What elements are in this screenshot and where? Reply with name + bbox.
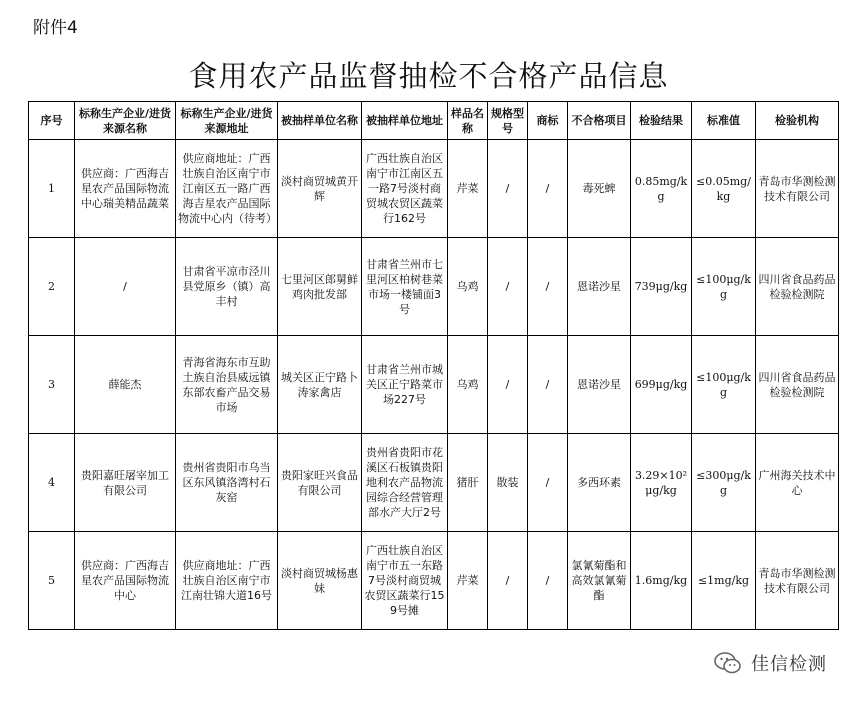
cell-spec-model: / [488, 532, 528, 630]
cell-spec-model: / [488, 238, 528, 336]
cell-seq: 1 [29, 140, 75, 238]
header-seq: 序号 [29, 102, 75, 140]
wechat-icon [713, 651, 743, 675]
header-failed-item: 不合格项目 [568, 102, 631, 140]
wechat-watermark [713, 650, 827, 676]
cell-trademark: / [528, 532, 568, 630]
cell-standard-value: ≤100μg/kg [692, 238, 756, 336]
cell-producer-name: 供应商：广西海吉星农产品国际物流中心 [75, 532, 176, 630]
cell-producer-address: 供应商地址：广西壮族自治区南宁市江南壮锦大道16号 [176, 532, 278, 630]
header-spec-model: 规格型号 [488, 102, 528, 140]
cell-seq: 4 [29, 434, 75, 532]
cell-producer-name: / [75, 238, 176, 336]
cell-test-agency: 广州海关技术中心 [756, 434, 839, 532]
header-sampled-unit-name: 被抽样单位名称 [278, 102, 362, 140]
header-test-result: 检验结果 [631, 102, 692, 140]
cell-spec-model: / [488, 140, 528, 238]
cell-sample-name: 芹菜 [448, 140, 488, 238]
cell-sampled-unit-name: 淡村商贸城黄开辉 [278, 140, 362, 238]
document-title: 食用农产品监督抽检不合格产品信息 [188, 59, 669, 93]
cell-trademark: / [528, 434, 568, 532]
cell-trademark: / [528, 140, 568, 238]
cell-seq: 3 [29, 336, 75, 434]
cell-seq: 2 [29, 238, 75, 336]
cell-sampled-unit-name: 淡村商贸城杨惠妹 [278, 532, 362, 630]
cell-test-result: 739μg/kg [631, 238, 692, 336]
cell-test-result: 699μg/kg [631, 336, 692, 434]
cell-sample-name: 乌鸡 [448, 238, 488, 336]
cell-producer-address: 甘肃省平凉市泾川县党原乡（镇）高丰村 [176, 238, 278, 336]
cell-sampled-unit-address: 甘肃省兰州市七里河区柏树巷菜市场一楼铺面3号 [362, 238, 448, 336]
table-row [29, 532, 839, 630]
cell-test-result: 3.29×10²μg/kg [631, 434, 692, 532]
attachment-label: 附件4 [33, 18, 78, 38]
cell-sample-name: 乌鸡 [448, 336, 488, 434]
cell-failed-item: 多西环素 [568, 434, 631, 532]
header-producer-name: 标称生产企业/进货来源名称 [75, 102, 176, 140]
table-row [29, 140, 839, 238]
cell-spec-model: / [488, 336, 528, 434]
cell-test-result: 0.85mg/kg [631, 140, 692, 238]
cell-producer-address: 供应商地址：广西壮族自治区南宁市江南区五一路广西海吉星农产品国际物流中心内（待考） [176, 140, 278, 238]
cell-producer-address: 贵州省贵阳市乌当区东风镇洛湾村石灰窑 [176, 434, 278, 532]
cell-sampled-unit-address: 广西壮族自治区南宁市江南区五一路7号淡村商贸城农贸区蔬菜行162号 [362, 140, 448, 238]
header-sampled-unit-address: 被抽样单位地址 [362, 102, 448, 140]
cell-sampled-unit-address: 贵州省贵阳市花溪区石板镇贵阳地利农产品物流园综合经营管理部水产大厅2号 [362, 434, 448, 532]
header-trademark: 商标 [528, 102, 568, 140]
cell-producer-name: 薛能杰 [75, 336, 176, 434]
cell-test-agency: 四川省食品药品检验检测院 [756, 238, 839, 336]
table-row [29, 434, 839, 532]
cell-failed-item: 毒死蜱 [568, 140, 631, 238]
header-producer-address: 标称生产企业/进货来源地址 [176, 102, 278, 140]
cell-sampled-unit-name: 贵阳家旺兴食品有限公司 [278, 434, 362, 532]
cell-sampled-unit-name: 城关区正宁路卜涛家禽店 [278, 336, 362, 434]
cell-sampled-unit-name: 七里河区郎舅鲜鸡肉批发部 [278, 238, 362, 336]
table-header-row [29, 102, 839, 140]
cell-failed-item: 恩诺沙星 [568, 238, 631, 336]
cell-test-agency: 四川省食品药品检验检测院 [756, 336, 839, 434]
cell-standard-value: ≤100μg/kg [692, 336, 756, 434]
cell-producer-address: 青海省海东市互助土族自治县威远镇东部农畜产品交易市场 [176, 336, 278, 434]
cell-sampled-unit-address: 广西壮族自治区南宁市五一东路7号淡村商贸城农贸区蔬菜行159号摊 [362, 532, 448, 630]
cell-trademark: / [528, 336, 568, 434]
cell-standard-value: ≤1mg/kg [692, 532, 756, 630]
cell-failed-item: 氯氰菊酯和高效氯氰菊酯 [568, 532, 631, 630]
cell-seq: 5 [29, 532, 75, 630]
header-standard-value: 标准值 [692, 102, 756, 140]
cell-test-agency: 青岛市华测检测技术有限公司 [756, 532, 839, 630]
cell-producer-name: 供应商：广西海吉星农产品国际物流中心瑞美精品蔬菜 [75, 140, 176, 238]
watermark-text: 佳信检测 [751, 654, 827, 675]
cell-failed-item: 恩诺沙星 [568, 336, 631, 434]
header-test-agency: 检验机构 [756, 102, 839, 140]
cell-trademark: / [528, 238, 568, 336]
cell-test-agency: 青岛市华测检测技术有限公司 [756, 140, 839, 238]
cell-sample-name: 芹菜 [448, 532, 488, 630]
cell-standard-value: ≤300μg/kg [692, 434, 756, 532]
cell-sample-name: 猪肝 [448, 434, 488, 532]
cell-producer-name: 贵阳嘉旺屠宰加工有限公司 [75, 434, 176, 532]
cell-test-result: 1.6mg/kg [631, 532, 692, 630]
cell-sampled-unit-address: 甘肃省兰州市城关区正宁路菜市场227号 [362, 336, 448, 434]
unqualified-products-table [28, 101, 839, 630]
cell-standard-value: ≤0.05mg/kg [692, 140, 756, 238]
table-row [29, 336, 839, 434]
cell-spec-model: 散装 [488, 434, 528, 532]
table-row [29, 238, 839, 336]
header-sample-name: 样品名称 [448, 102, 488, 140]
